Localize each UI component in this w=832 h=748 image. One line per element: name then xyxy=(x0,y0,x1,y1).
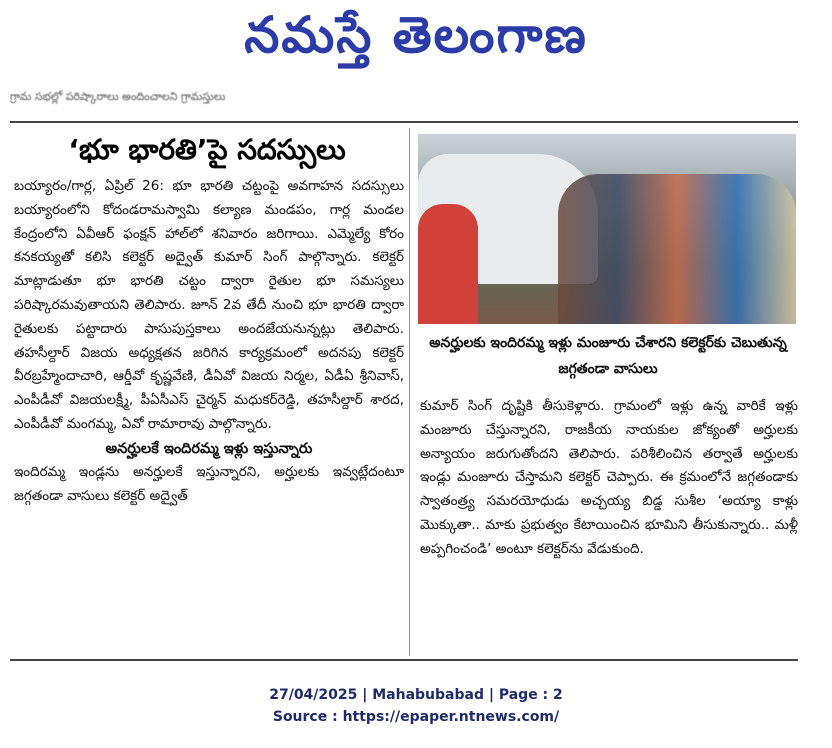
photo-crowd-shape xyxy=(558,174,796,324)
newspaper-masthead xyxy=(0,0,832,82)
article-body-paragraph-2: ఇందిరమ్మ ఇండ్లను అనర్హులకే ఇస్తున్నారని, అర్హులకు ఇవ్వట్లేదంటూ జగ్గతండా వాసులు కలెక్టర్ అద్వైత్ xyxy=(14,463,404,504)
article-right-column xyxy=(420,395,798,645)
article-body-paragraph: బయ్యారం/గార్ల, ఏప్రిల్ 26: భూ భారతి చట్టంపై అవగాహన సదస్సులు బయ్యారంలోని కోదండరామస్వామి కల్యాణ మండపం, గార్ల మండల కేంద్రంలోని ఏవీఆర్ ఫంక్షన్ హాల్‌లో శనివారం జరిగాయి. ఎమ్మెల్యే కోరం కనకయ్యతో కలిసి కలెక్టర్ అద్వైత్ కుమార్ సింగ్ పాల్గొన్నారు. కలెక్టర్ మాట్లాడుతూ భూ భారతి చట్టం ద్వారా రైతుల భూ సమస్యలు పరిష్కారమవుతాయని తెలిపారు. జూన్ 2వ తేదీ నుంచి భూ భారతి ద్వారా రైతులకు పట్టాదారు పాసుపుస్తకాలు అందజేయనున్నట్లు తెలిపారు. తహసీల్దార్ విజయ అధ్యక్షతన జరిగిన కార్యక్రమంలో అదనపు కలెక్టర్ వీరబ్రహ్మేందాచారి, ఆర్డీవో కృష్ణవేణి, డీఏవో విజయ నిర్మల, ఏడీఏ శ్రీనివాస్, ఎంపీడీవో విజయలక్ష్మీ, పీఏసీఎస్ చైర్మన్ మధుకర్‌రెడ్డి, తహసీల్దార్ శారద, ఎంపీడీవో మంగమ్మ, ఏవో రామారావు పాల్గొన్నారు. xyxy=(14,178,404,432)
column-divider xyxy=(409,128,410,656)
cut-off-text-line: గ్రామ సభల్లో పరిష్కారాలు అందించాలని గ్రామస్తులు xyxy=(10,90,226,103)
footer-date-edition: 27/04/2025 | Mahabubabad | Page : 2 xyxy=(269,687,563,703)
photo-person-shape xyxy=(418,204,478,324)
masthead-title: నమస్తే తెలంగాణ xyxy=(244,5,588,64)
article-body-paragraph-3: కుమార్ సింగ్ దృష్టికి తీసుకెళ్లారు. గ్రామంలో ఇళ్లు ఉన్న వారికే ఇళ్లు మంజూరు చేస్తున్నారని, రాజకీయ నాయకుల జోక్యంతో అర్హులకు అన్యాయం జరుగుతోందని తెలిపారు. పరిశీలించిన తర్వాతే అర్హులకు ఇండ్లు మంజూరు చేస్తామని కలెక్టర్ చెప్పారు. ఈ క్రమంలోనే జగ్గతండాకు స్వాతంత్ర్య సమరయోధుడు అచ్చయ్య బిడ్డ సుశీల ‘అయ్యా కాళ్లు మొక్కుతా.. మాకు ప్రభుత్వం కేటాయించిన భూమిని తీసుకున్నారు.. మళ్లీ అప్పగించండి’ అంటూ కలెక్టర్‌ను వేడుకుంది. xyxy=(420,398,798,557)
photo-caption: అనర్హులకు ఇందిరమ్మ ఇళ్లు మంజూరు చేశారని కలెక్టర్‌కు చెబుతున్న జగ్గతండా వాసులు xyxy=(429,335,787,377)
footer-source: Source : https://epaper.ntnews.com/ xyxy=(272,709,560,725)
news-photo xyxy=(418,134,796,324)
top-rule xyxy=(10,121,798,123)
bottom-rule xyxy=(10,659,798,661)
page-footer xyxy=(0,684,832,728)
article-left-column xyxy=(14,175,404,645)
article-subheading: అనర్హులకే ఇందిరమ్మ ఇళ్లు ఇస్తున్నారు xyxy=(105,440,313,457)
article-headline: ‘భూ భారతి’పై సదస్సులు xyxy=(68,133,346,166)
